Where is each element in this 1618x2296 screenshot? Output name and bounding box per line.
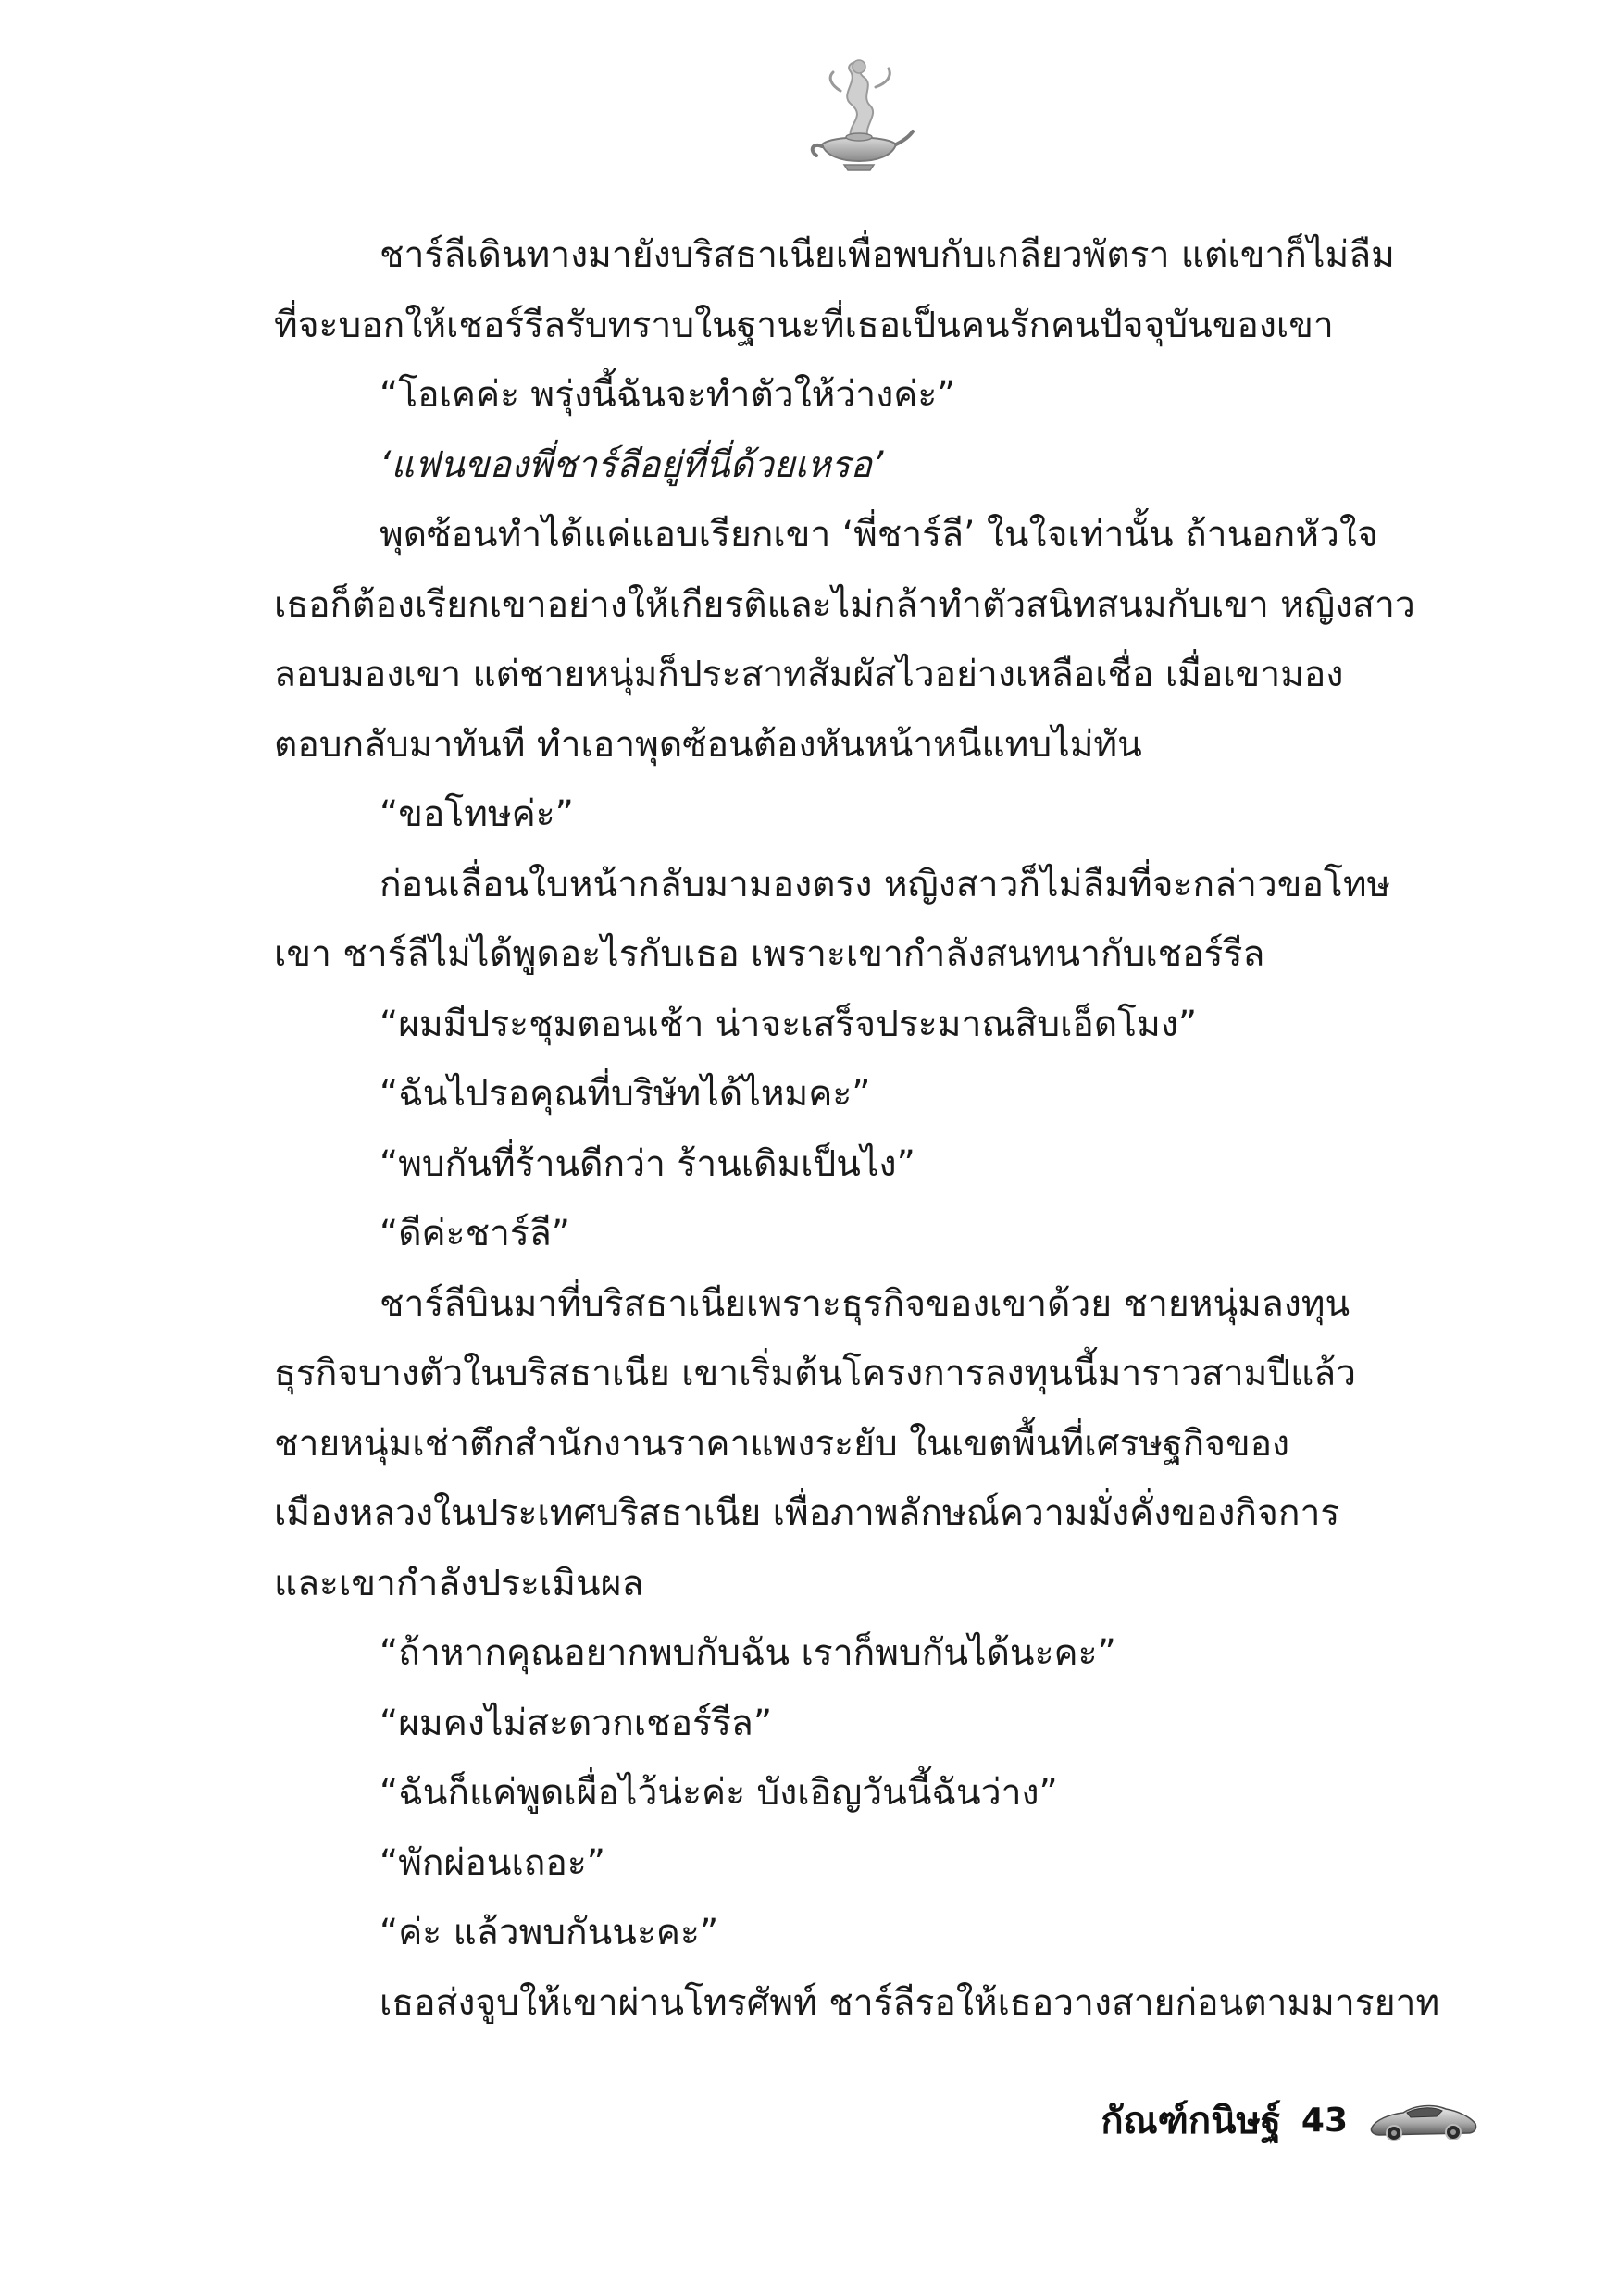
text-line: “ค่ะ แล้วพบกันนะคะ” bbox=[380, 1912, 719, 1953]
book-title: กัณฑ์กนิษฐ์ bbox=[1101, 2100, 1281, 2142]
text-line: เขา ชาร์ลีไม่ได้พูดอะไรกับเธอ เพราะเขากำลังสนทนากับเชอร์รีล bbox=[274, 933, 1265, 975]
text-line: “ฉันไปรอคุณที่บริษัทได้ไหมคะ” bbox=[380, 1073, 871, 1115]
text-line: ก่อนเลื่อนใบหน้ากลับมามองตรง หญิงสาวก็ไม่ลืมที่จะกล่าวขอโทษ bbox=[380, 863, 1391, 905]
text-line: ตอบกลับมาทันที ทำเอาพุดซ้อนต้องหันหน้าหนีแทบไม่ทัน bbox=[274, 723, 1142, 766]
text-line: “ผมมีประชุมตอนเช้า น่าจะเสร็จประมาณสิบเอ็ดโมง” bbox=[380, 1003, 1198, 1045]
text-line: เธอก็ต้องเรียกเขาอย่างให้เกียรติและไม่กล้าทำตัวสนิทสนมกับเขา หญิงสาว bbox=[274, 583, 1415, 626]
text-line: ที่จะบอกให้เชอร์รีลรับทราบในฐานะที่เธอเป็นคนรักคนปัจจุบันของเขา bbox=[274, 304, 1334, 346]
text-line: “พบกันที่ร้านดีกว่า ร้านเดิมเป็นไง” bbox=[380, 1142, 915, 1185]
text-line: พุดซ้อนทำได้แค่แอบเรียกเขา ‘พี่ชาร์ลี’ ในใจเท่านั้น ถ้านอกหัวใจ bbox=[380, 514, 1378, 555]
text-line: ชายหนุ่มเช่าตึกสำนักงานราคาแพงระยับ ในเขตพื้นที่เศรษฐกิจของ bbox=[274, 1422, 1290, 1465]
text-line: “ผมคงไม่สะดวกเชอร์รีล” bbox=[380, 1702, 773, 1744]
text-line: ชาร์ลีบินมาที่บริสธาเนียเพราะธุรกิจของเขาด้วย ชายหนุ่มลงทุน bbox=[380, 1282, 1350, 1325]
body-text bbox=[274, 220, 1468, 2038]
text-line: เธอส่งจูบให้เขาผ่านโทรศัพท์ ชาร์ลีรอให้เธอวางสายก่อนตามมารยาท bbox=[380, 1981, 1440, 2024]
page-footer bbox=[1101, 2078, 1479, 2162]
text-line: “โอเคค่ะ พรุ่งนี้ฉันจะทำตัวให้ว่างค่ะ” bbox=[380, 374, 956, 416]
page-number: 43 bbox=[1301, 2101, 1348, 2140]
text-line: “ถ้าหากคุณอยากพบกับฉัน เราก็พบกันได้นะคะ” bbox=[380, 1632, 1116, 1674]
text-line: เมืองหลวงในประเทศบริสธาเนีย เพื่อภาพลักษณ์ความมั่งคั่งของกิจการ bbox=[274, 1492, 1340, 1534]
text-line: ลอบมองเขา แต่ชายหนุ่มก็ประสาทสัมผัสไวอย่างเหลือเชื่อ เมื่อเขามอง bbox=[274, 654, 1344, 695]
text-line: “ดีค่ะชาร์ลี” bbox=[380, 1213, 570, 1254]
text-line: “ฉันก็แค่พูดเผื่อไว้น่ะค่ะ บังเอิญวันนี้ฉันว่าง” bbox=[380, 1772, 1058, 1814]
text-line: ‘แฟนของพี่ชาร์ลีอยู่ที่นี่ด้วยเหรอ’ bbox=[380, 443, 884, 486]
sports-car-icon bbox=[1368, 2094, 1479, 2146]
text-line: “พักผ่อนเถอะ” bbox=[380, 1841, 605, 1884]
genie-lamp-icon bbox=[803, 54, 915, 174]
text-line: และเขากำลังประเมินผล bbox=[274, 1562, 644, 1604]
text-line: ชาร์ลีเดินทางมายังบริสธาเนียเพื่อพบกับเกลียวพัตรา แต่เขาก็ไม่ลืม bbox=[380, 234, 1395, 276]
text-line: ธุรกิจบางตัวในบริสธาเนีย เขาเริ่มต้นโครงการลงทุนนี้มาราวสามปีแล้ว bbox=[274, 1353, 1357, 1394]
text-line: “ขอโทษค่ะ” bbox=[380, 793, 574, 835]
